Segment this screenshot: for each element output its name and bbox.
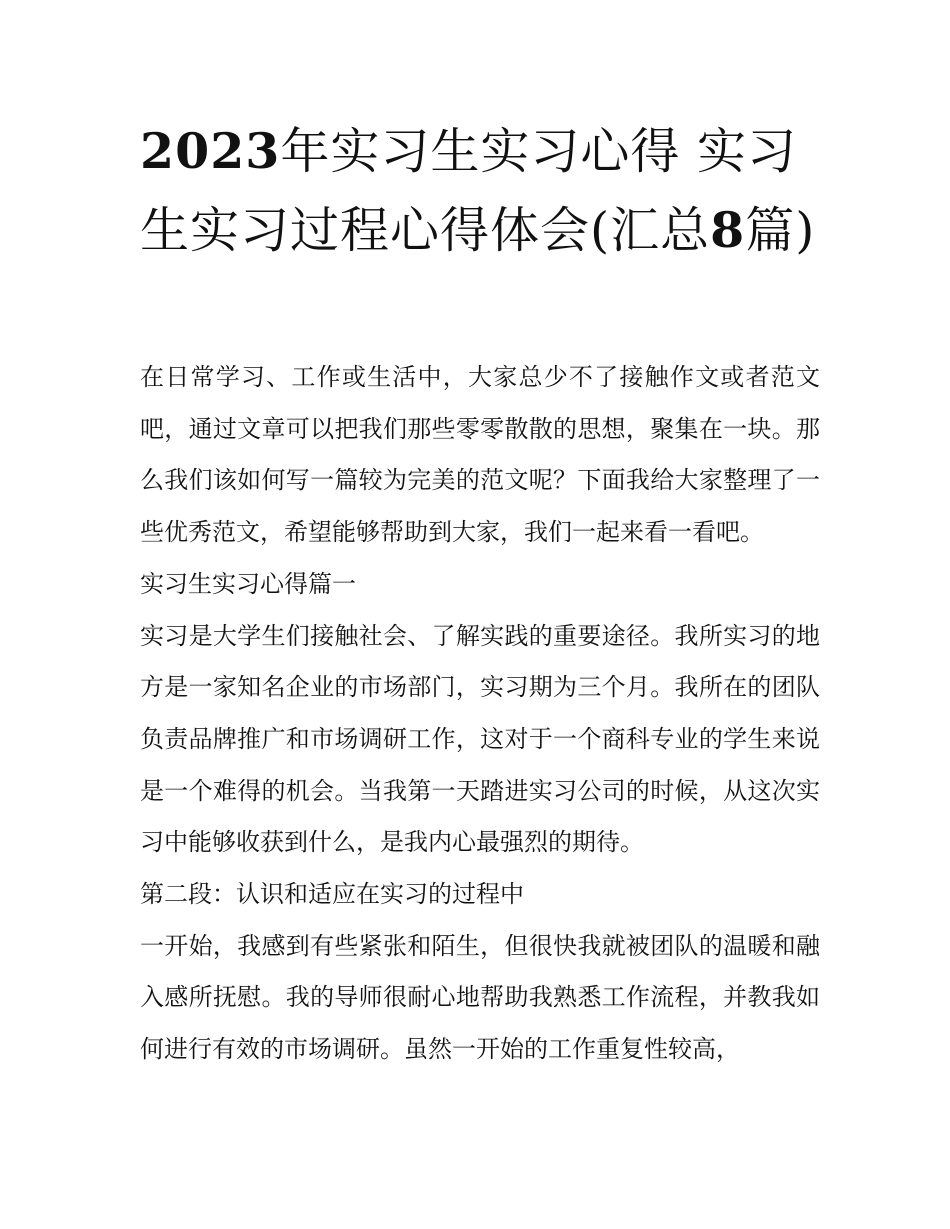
section-heading-part-one: 实习生实习心得篇一: [140, 569, 356, 598]
intro-paragraph: 在日常学习、工作或生活中，大家总少不了接触作文或者范文吧，通过文章可以把我们那些零零散散的思想，聚集在一块。那么我们该如何写一篇较为完美的范文呢？下面我给大家整理了一些优秀范文，希望能够帮助到大家，我们一起来看一看吧。: [140, 363, 820, 547]
title-text-main: 年实习生实习心得 实习生实习过程心得体会(汇总: [140, 123, 797, 259]
title-count: 8: [710, 201, 746, 259]
title-year: 2023: [140, 122, 281, 180]
document-title: [140, 112, 820, 270]
title-text-end: 篇): [745, 202, 816, 259]
body-paragraph: 一开始，我感到有些紧张和陌生，但很快我就被团队的温暖和融入感所抚慰。我的导师很耐心地帮助我熟悉工作流程，并教我如何进行有效的市场调研。虽然一开始的工作重复性较高，: [140, 931, 820, 1064]
section-heading-paragraph-two: 第二段：认识和适应在实习的过程中: [140, 880, 524, 909]
document-body: [140, 352, 820, 1076]
body-paragraph: 实习是大学生们接触社会、了解实践的重要途径。我所实习的地方是一家知名企业的市场部门，实习期为三个月。我所在的团队负责品牌推广和市场调研工作，这对于一个商科专业的学生来说是一个难得的机会。当我第一天踏进实习公司的时候，从这次实习中能够收获到什么，是我内心最强烈的期待。: [140, 621, 820, 857]
